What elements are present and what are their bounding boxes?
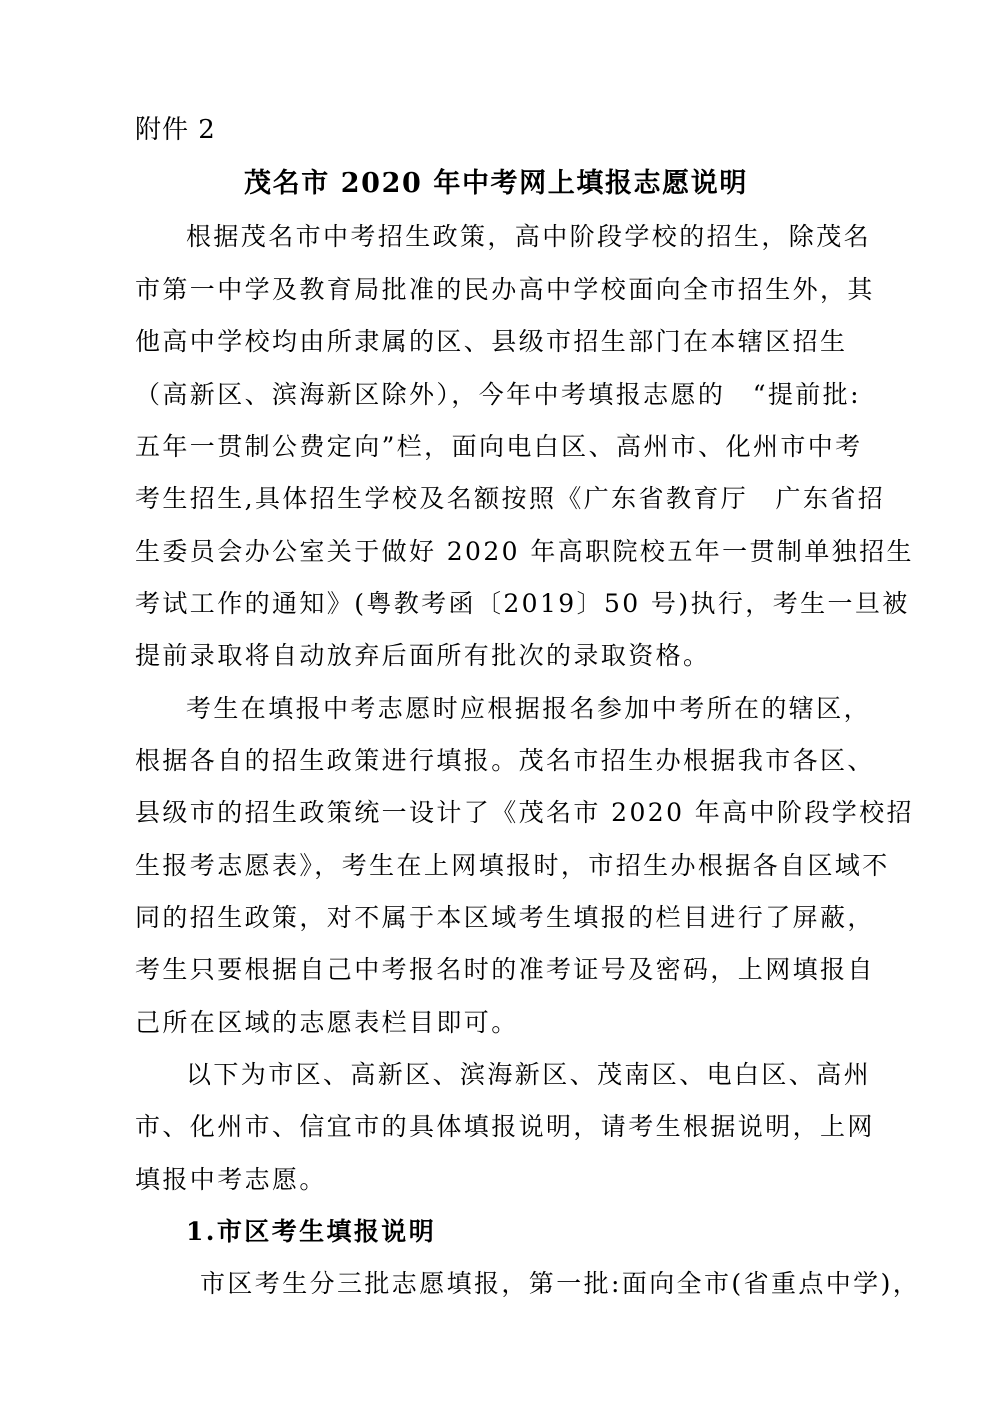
paragraph-line: 考生在填报中考志愿时应根据报名参加中考所在的辖区， bbox=[186, 694, 872, 723]
paragraph-line: 五年一贯制公费定向”栏，面向电白区、高州市、化州市中考 bbox=[135, 432, 863, 461]
attachment-label: 附件 2 bbox=[135, 115, 216, 145]
paragraph-line: 考生只要根据自己中考报名时的准考证号及密码，上网填报自 bbox=[135, 955, 875, 984]
paragraph-line: 提前录取将自动放弃后面所有批次的录取资格。 bbox=[135, 641, 711, 670]
paragraph-line: 根据各自的招生政策进行填报。茂名市招生办根据我市各区、 bbox=[135, 746, 875, 775]
page-title: 茂名市 2020 年中考网上填报志愿说明 bbox=[244, 168, 748, 199]
paragraph-line: 考试工作的通知》(粤教考函〔2019〕50 号)执行，考生一旦被 bbox=[135, 589, 910, 618]
paragraph-line: 填报中考志愿。 bbox=[135, 1165, 327, 1194]
paragraph-line: 己所在区域的志愿表栏目即可。 bbox=[135, 1008, 519, 1037]
paragraph-line: 生报考志愿表》，考生在上网填报时，市招生办根据各自区域不 bbox=[135, 851, 890, 880]
paragraph-line: 市、化州市、信宜市的具体填报说明，请考生根据说明，上网 bbox=[135, 1112, 875, 1141]
paragraph-line: （高新区、滨海新区除外），今年中考填报志愿的 “提前批: bbox=[135, 380, 861, 409]
paragraph-line: 考生招生,具体招生学校及名额按照《广东省教育厅 广东省招 bbox=[135, 484, 886, 513]
paragraph-line: 市第一中学及教育局批准的民办高中学校面向全市招生外，其 bbox=[135, 275, 875, 304]
paragraph-line: 以下为市区、高新区、滨海新区、茂南区、电白区、高州 bbox=[186, 1060, 872, 1089]
section-heading: 1.市区考生填报说明 bbox=[186, 1217, 437, 1246]
paragraph-line: 生委员会办公室关于做好 2020 年高职院校五年一贯制单独招生 bbox=[135, 537, 914, 566]
paragraph-line: 他高中学校均由所隶属的区、县级市招生部门在本辖区招生 bbox=[135, 327, 848, 356]
paragraph-line: 县级市的招生政策统一设计了《茂名市 2020 年高中阶段学校招 bbox=[135, 798, 914, 827]
paragraph-line: 根据茂名市中考招生政策，高中阶段学校的招生，除茂名 bbox=[186, 222, 872, 251]
paragraph-line: 同的招生政策，对不属于本区域考生填报的栏目进行了屏蔽， bbox=[135, 903, 875, 932]
paragraph-line: 市区考生分三批志愿填报，第一批:面向全市(省重点中学)， bbox=[200, 1269, 921, 1298]
